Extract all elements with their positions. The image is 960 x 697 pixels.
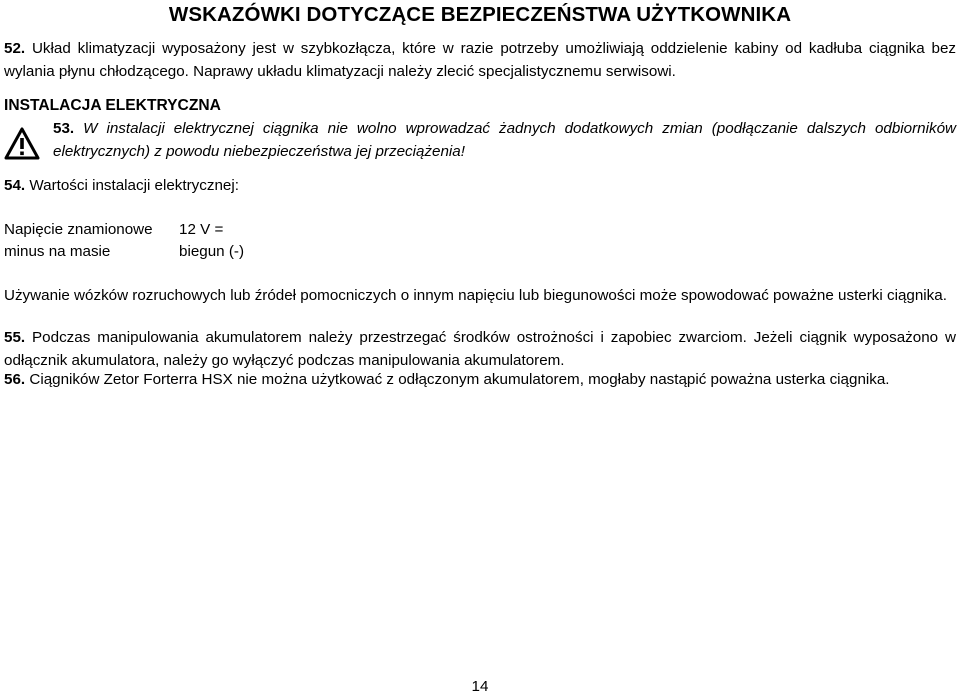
section-heading: INSTALACJA ELEKTRYCZNA	[4, 97, 221, 114]
page-number: 14	[471, 678, 489, 695]
warning-triangle-icon	[4, 127, 40, 161]
paragraph-56	[4, 368, 956, 391]
paragraph-54	[4, 174, 956, 197]
paragraph-number: 56.	[4, 371, 26, 388]
paragraph-text: Ciągników Zetor Forterra HSX nie można użytkować z odłączonym akumulatorem, mogłaby nastąpić poważna usterka ciągnika.	[29, 371, 890, 388]
spec-value: 12 V =	[179, 221, 224, 238]
paragraph-text: W instalacji elektrycznej ciągnika nie wolno wprowadzać żadnych dodatkowych zmian (podłączanie dalszych odbiorników elektrycznych) z powodu niebezpieczeństwa jej przeciążenia!	[53, 120, 956, 160]
paragraph-number: 53.	[53, 120, 75, 137]
spec-label: minus na masie	[4, 243, 111, 260]
note-paragraph: Używanie wózków rozruchowych lub źródeł pomocniczych o innym napięciu lub biegunowości może spowodować poważne usterki ciągnika.	[4, 287, 947, 304]
paragraph-number: 54.	[4, 177, 26, 194]
paragraph-number: 55.	[4, 329, 26, 346]
paragraph-52	[4, 37, 956, 83]
paragraph-55	[4, 326, 956, 372]
page-title: WSKAZÓWKI DOTYCZĄCE BEZPIECZEŃSTWA UŻYTKOWNIKA	[168, 3, 792, 26]
paragraph-text: Układ klimatyzacji wyposażony jest w szybkozłącza, które w razie potrzeby umożliwiają oddzielenie kabiny od kadłuba ciągnika bez wylania płynu chłodzącego. Naprawy układu klimatyzacji należy zlecić specjalistycznemu serwisowi.	[4, 40, 956, 80]
spec-label: Napięcie znamionowe	[4, 221, 153, 238]
paragraph-53	[53, 117, 956, 163]
spec-row	[4, 221, 223, 238]
paragraph-text: Wartości instalacji elektrycznej:	[29, 177, 239, 194]
spec-value: biegun (-)	[179, 243, 244, 260]
paragraph-number: 52.	[4, 40, 26, 57]
paragraph-text: Podczas manipulowania akumulatorem należy przestrzegać środków ostrożności i zapobiec zwarciom. Jeżeli ciągnik wyposażono w odłącznik akumulatora, należy go wyłączyć podczas manipulowania akumulatorem.	[4, 329, 956, 369]
spec-row	[4, 243, 244, 260]
